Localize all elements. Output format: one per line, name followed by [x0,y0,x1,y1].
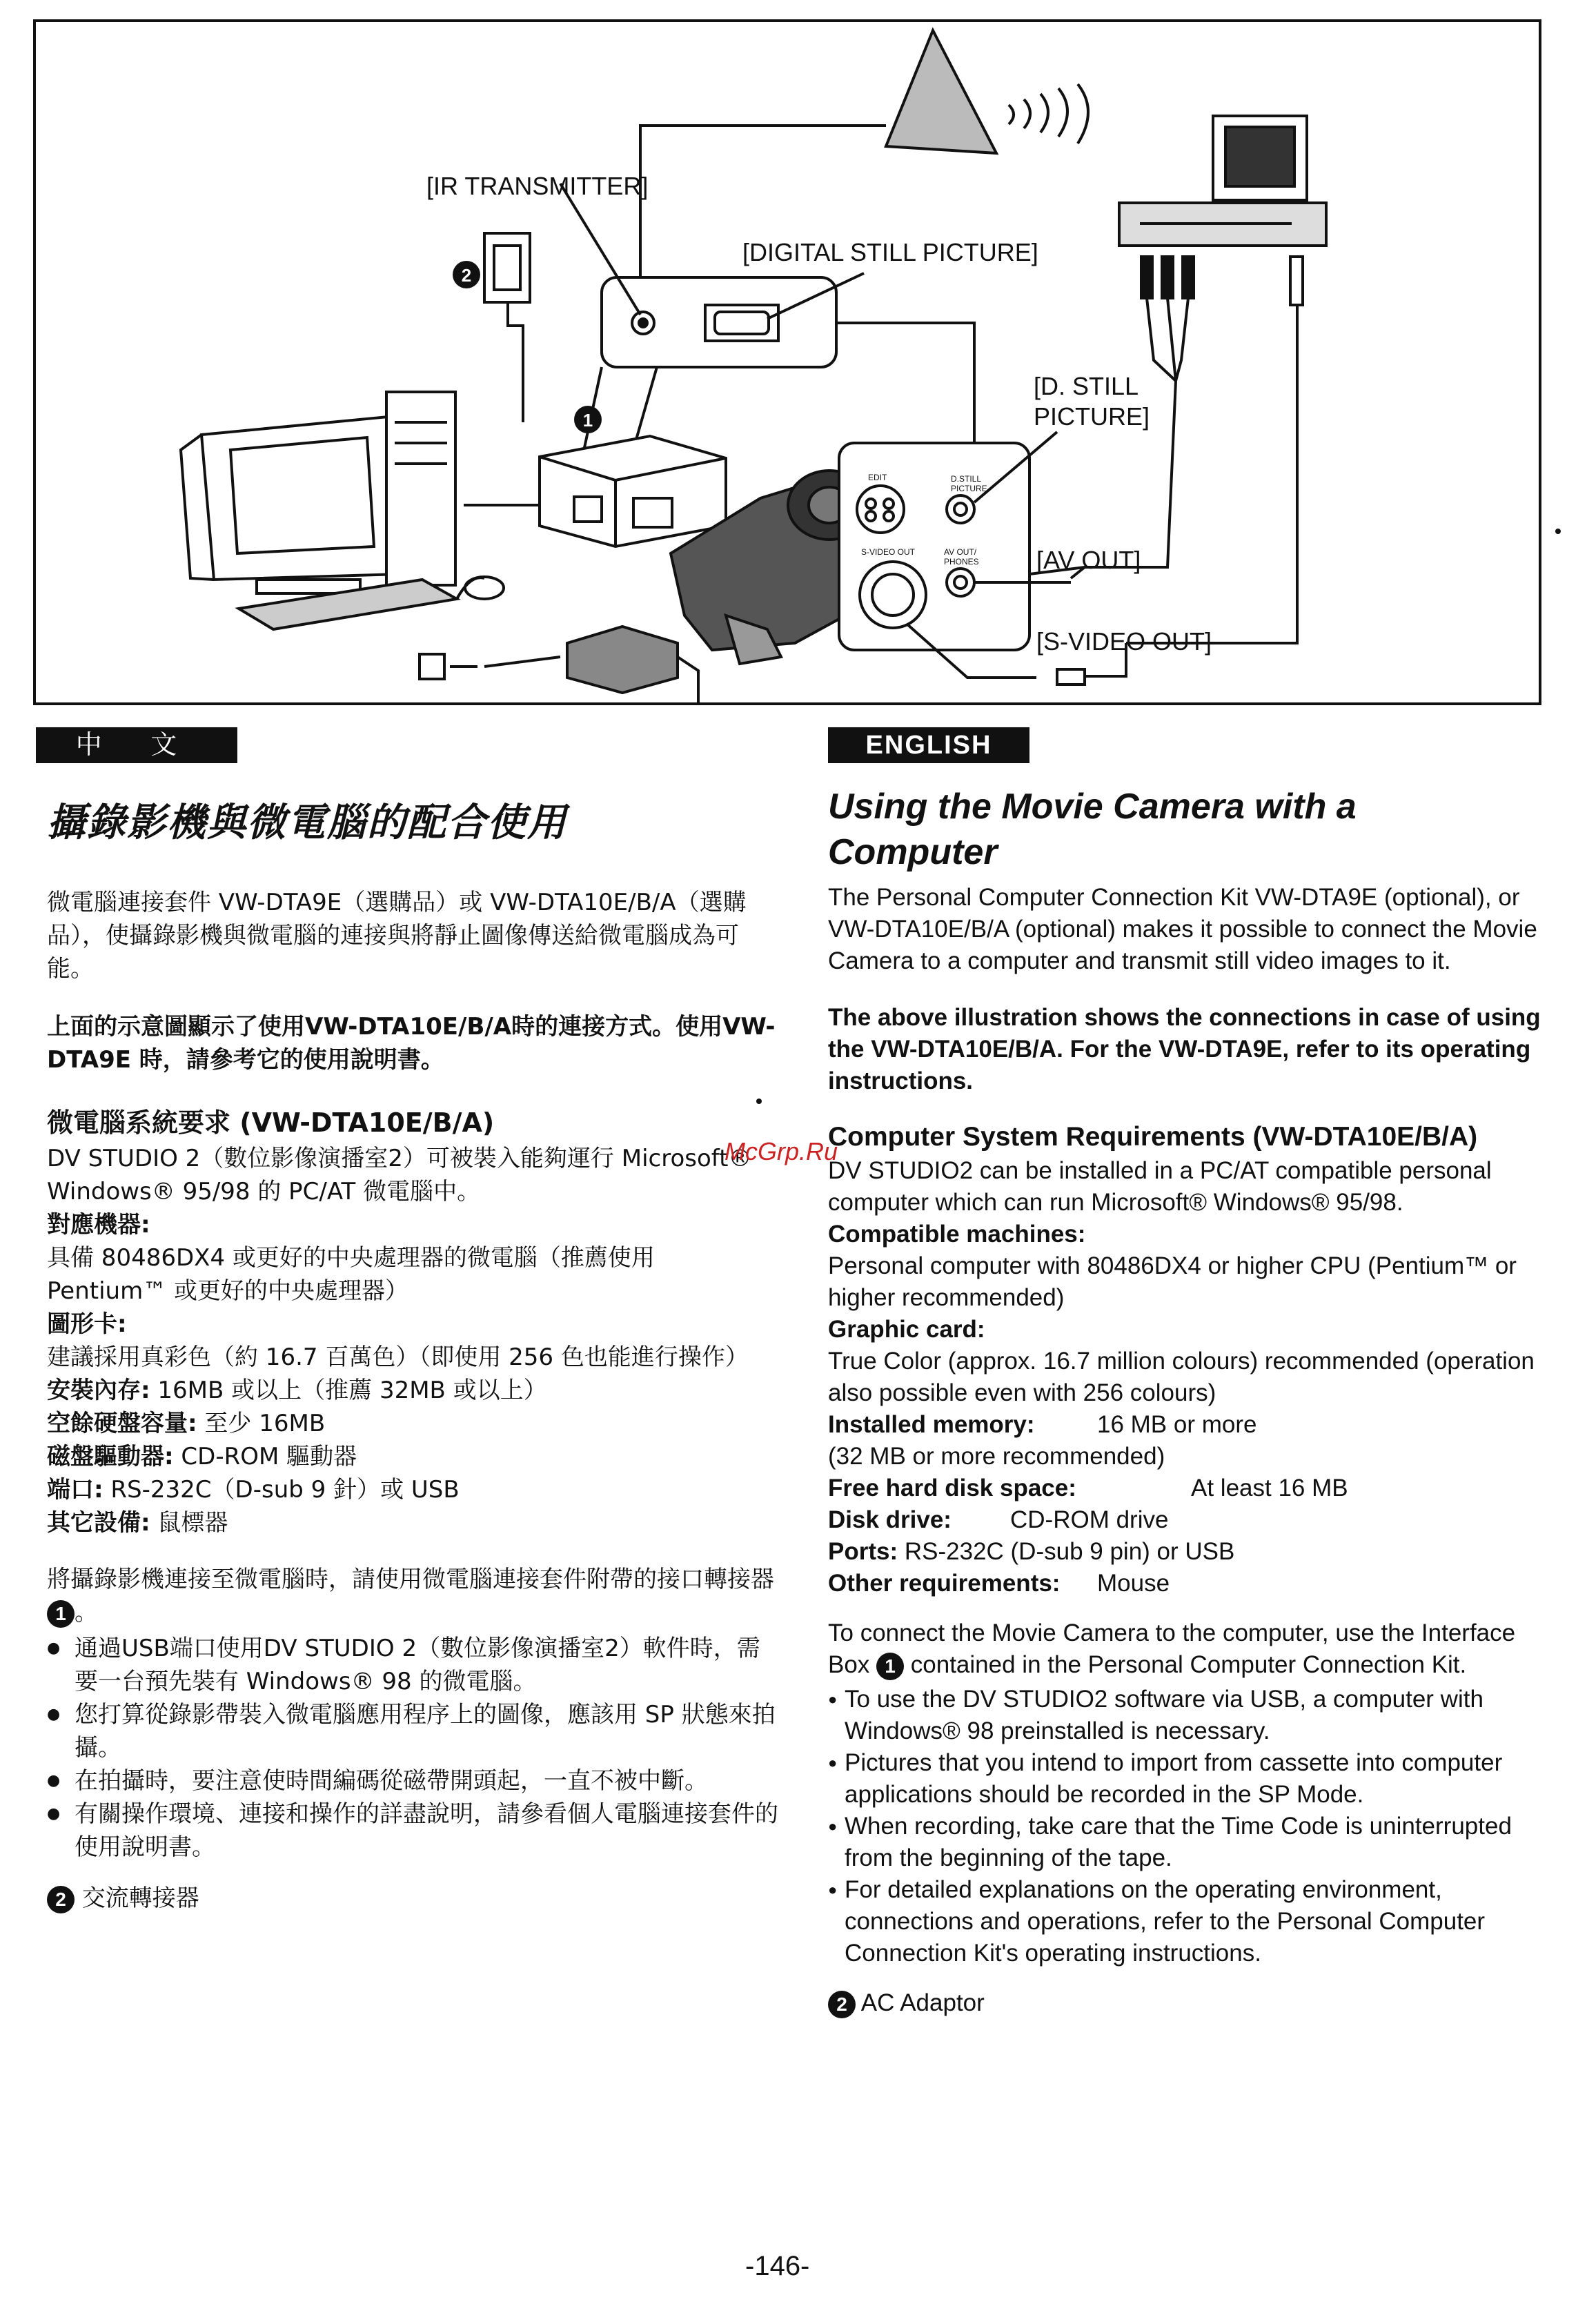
en-other-text: Mouse [1097,1570,1170,1597]
english-column [828,777,1559,2019]
s-video-out-label: [S-VIDEO OUT] [1036,627,1212,656]
watermark: McGrp.Ru [724,1137,838,1165]
zh-requirements-title: 微電腦系統要求 (VW-DTA10E/B/A) [47,1107,495,1138]
digital-still-picture-label: [DIGITAL STILL PICTURE] [742,238,1038,266]
en-note: The above illustration shows the connections in case of using the VW-DTA10E/B/A. For the VW-DTA9E, refer to its operating instructions. [828,1004,1541,1094]
chinese-column [47,777,778,1915]
charger-icon [567,627,678,693]
page-number: -146- [745,2251,810,2281]
list-item: ● 通過USB端口使用DV STUDIO 2（數位影像演播室2）軟件時，需要一台預先裝有 Windows® 98 的微電腦。 [47,1632,778,1698]
en-title-line-2: Computer [828,832,998,872]
en-notes-list [828,1684,1559,1969]
av-out-label: [AV OUT] [1036,546,1141,574]
zh-connect-text-end: 。 [75,1599,98,1626]
interface-box-icon [540,436,726,546]
d-still-jack-label-2: PICTURE [951,484,987,493]
zh-memory-text: 16MB 或以上（推薦 32MB 或以上） [157,1377,547,1404]
zh-drive-label: 磁盤驅動器: [47,1443,174,1470]
en-title-line-1: Using the Movie Camera with a [828,787,1357,827]
en-machines-label: Compatible machines: [828,1221,1086,1248]
connection-diagram [33,19,1541,705]
s-video-jack-label: S-VIDEO OUT [861,547,916,557]
ac-adaptor-marker-icon: 2 [828,1991,856,2018]
en-machines-text: Personal computer with 80486DX4 or higher CPU (Pentium™ or higher recommended) [828,1252,1517,1311]
en-memory-text: 16 MB or more [1097,1411,1257,1438]
ir-transmitter-label: [IR TRANSMITTER] [426,172,649,200]
zh-machines-label: 對應機器: [47,1211,150,1239]
d-still-picture-label-1: [D. STILL [1034,372,1139,400]
marker-1-label: 1 [582,410,593,431]
edit-jack-label: EDIT [868,473,887,482]
diagram-svg [36,22,1544,708]
zh-ports-text: RS-232C（D-sub 9 針）或 USB [110,1476,460,1504]
interface-box-marker-icon: 1 [876,1653,904,1680]
d-still-picture-label-2: PICTURE] [1034,402,1150,431]
zh-notes-list [47,1632,778,1864]
tab-english: ENGLISH [828,727,1029,763]
d-still-jack-label-1: D.STILL [951,474,982,484]
en-graphic-label: Graphic card: [828,1316,985,1343]
speck [1555,529,1561,534]
en-ac-adaptor: AC Adaptor [860,1989,985,2016]
zh-title: 攝錄影機與微電腦的配合使用 [47,800,567,845]
en-requirements-text: DV STUDIO2 can be installed in a PC/AT compatible personal computer which can run Microsoft® Windows® 95/98. [828,1157,1492,1216]
zh-ports-label: 端口: [47,1476,103,1504]
zh-memory-label: 安裝內存: [47,1377,150,1404]
zh-disk-text: 至少 16MB [204,1410,326,1437]
en-requirements-title: Computer System Requirements (VW-DTA10E/B/A) [828,1122,1478,1152]
zh-other-text: 鼠標器 [157,1509,228,1537]
en-intro: The Personal Computer Connection Kit VW-DTA9E (optional), or VW-DTA10E/B/A (optional) makes it possible to connect the Movie Camera to a computer and transmit still video images to it. [828,884,1537,974]
zh-requirements-text: DV STUDIO 2（數位影像演播室2）可被裝入能夠運行 Microsoft® Windows® 95/98 的 PC/AT 微電腦中。 [47,1145,752,1205]
zh-ac-adaptor: 交流轉接器 [81,1884,199,1912]
en-disk-text: At least 16 MB [1191,1475,1348,1501]
av-out-phones-label-1: AV OUT/ [944,547,977,557]
list-item: ● For detailed explanations on the operating environment, connections and operations, refer to the Personal Computer Connection Kit's operating instructions. [828,1874,1559,1969]
en-ports-label: Ports: [828,1538,898,1565]
zh-disk-label: 空餘硬盤容量: [47,1410,197,1437]
zh-graphic-label: 圖形卡: [47,1310,127,1338]
en-other-label: Other requirements: [828,1570,1061,1597]
en-drive-text: CD-ROM drive [1010,1506,1169,1533]
ir-transmitter-icon [886,30,996,153]
en-connect-text: To connect the Movie Camera to the computer, use the Interface Box [828,1619,1516,1678]
zh-note: 上面的示意圖顯示了使用VW-DTA10E/B/A時的連接方式。使用VW-DTA9E 時，請參考它的使用說明書。 [47,1013,776,1074]
ac-adaptor-marker-icon: 2 [47,1886,75,1913]
power-outlet-icon [420,654,444,679]
list-item: ● When recording, take care that the Time Code is uninterrupted from the beginning of the tape. [828,1811,1559,1874]
av-out-phones-label-2: PHONES [944,557,979,567]
en-disk-label: Free hard disk space: [828,1475,1076,1501]
interface-box-marker-icon: 1 [47,1600,75,1628]
en-drive-label: Disk drive: [828,1506,952,1533]
zh-graphic-text: 建議採用真彩色（約 16.7 百萬色）（即使用 256 色也能進行操作） [47,1343,749,1371]
tab-chinese: 中 文 [36,727,237,763]
en-title [828,784,1559,875]
zh-other-label: 其它設備: [47,1509,150,1537]
marker-2-label: 2 [461,265,472,286]
list-item: ● 您打算從錄影帶裝入微電腦應用程序上的圖像，應該用 SP 狀態來拍攝。 [47,1698,778,1764]
en-memory-label: Installed memory: [828,1411,1035,1438]
list-item: ● Pictures that you intend to import from cassette into computer applications should be recorded in the SP Mode. [828,1747,1559,1811]
en-ports-text: RS-232C (D-sub 9 pin) or USB [904,1538,1235,1565]
en-graphic-text: True Color (approx. 16.7 million colours) recommended (operation also possible even with 256 colours) [828,1348,1535,1406]
zh-connect-text: 將攝錄影機連接至微電腦時，請使用微電腦連接套件附帶的接口轉接器 [47,1566,774,1593]
zh-intro: 微電腦連接套件 VW-DTA9E（選購品）或 VW-DTA10E/B/A（選購品），使攝錄影機與微電腦的連接與將靜止圖像傳送給微電腦成為可能。 [47,889,747,983]
zh-machines-text: 具備 80486DX4 或更好的中央處理器的微電腦（推薦使用 Pentium™ 或更好的中央處理器） [47,1244,655,1305]
zh-drive-text: CD-ROM 驅動器 [181,1443,357,1470]
list-item: ● 在拍攝時，要注意使時間編碼從磁帶開頭起，一直不被中斷。 [47,1764,778,1798]
list-item: ● To use the DV STUDIO2 software via USB, a computer with Windows® 98 preinstalled is necessary. [828,1684,1559,1747]
en-connect-text-end: contained in the Personal Computer Connection Kit. [910,1651,1467,1678]
list-item: ● 有關操作環境、連接和操作的詳盡說明，請參看個人電腦連接套件的使用說明書。 [47,1798,778,1864]
en-memory-text-2: (32 MB or more recommended) [828,1443,1165,1470]
